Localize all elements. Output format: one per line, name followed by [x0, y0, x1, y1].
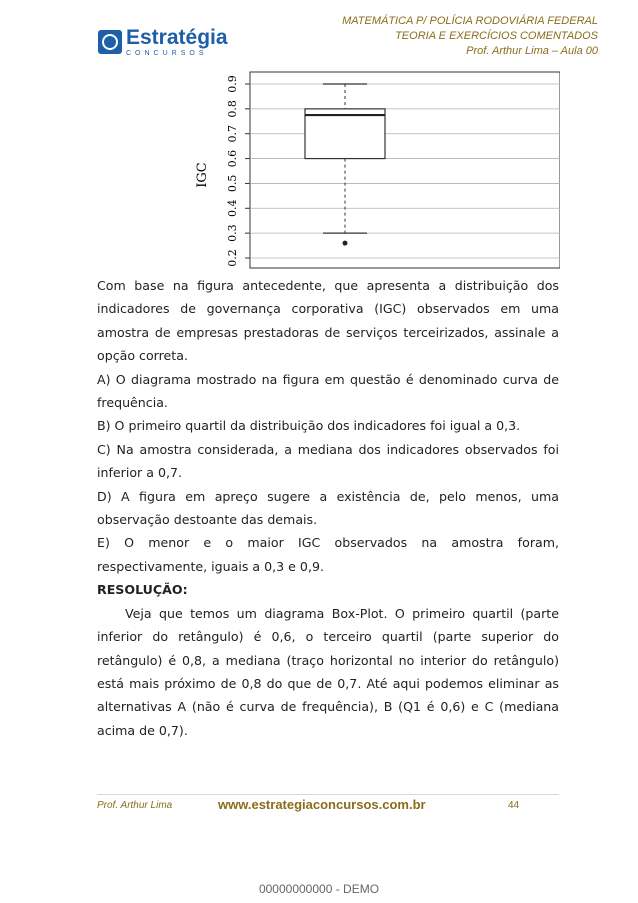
option-c: C) Na amostra considerada, a mediana dos indicadores observados foi inferior a 0,7. [97, 441, 559, 481]
footer-author: Prof. Arthur Lima [97, 800, 173, 811]
y-axis [226, 75, 250, 267]
resolution-heading: RESOLUÇÃO: [97, 582, 188, 598]
y-tick-label: 0.7 [226, 124, 239, 143]
plot-frame [250, 72, 560, 268]
boxplot-figure [188, 70, 560, 270]
option-a: A) O diagrama mostrado na figura em questão é denominado curva de frequência. [97, 371, 559, 411]
y-tick-label: 0.3 [226, 224, 239, 242]
y-tick-label: 0.5 [226, 174, 239, 193]
y-tick-label: 0.4 [226, 199, 239, 218]
demo-watermark: 00000000000 - DEMO [258, 882, 380, 896]
y-axis-label: IGC [195, 162, 210, 188]
y-tick-label: 0.8 [226, 100, 239, 118]
footer-divider [97, 794, 559, 795]
header-course: MATEMÁTICA P/ POLÍCIA RODOVIÁRIA FEDERAL [342, 15, 598, 27]
footer-url: www.estrategiaconcursos.com.br [218, 797, 426, 812]
box-elements [305, 84, 385, 246]
logo-name: Estratégia [126, 26, 228, 49]
option-d: D) A figura em apreço sugere a existência de, pelo menos, uma observação destoante das demais. [97, 488, 559, 528]
estrategia-logo [98, 27, 228, 57]
page-number: 44 [508, 800, 520, 811]
iqr-box [305, 109, 385, 159]
y-tick-label: 0.6 [226, 149, 239, 168]
option-b: B) O primeiro quartil da distribuição dos indicadores foi igual a 0,3. [97, 418, 521, 434]
header-lesson: Prof. Arthur Lima – Aula 00 [466, 45, 598, 57]
logo-subtitle: CONCURSOS [126, 50, 208, 57]
question-statement: Com base na figura antecedente, que apresenta a distribuição dos indicadores de governança corporativa (IGC) observados em uma amostra de empresas prestadoras de serviços terceirizados, assinale a opção correta. [97, 278, 559, 364]
owl-logo-icon [98, 30, 122, 54]
outlier-point [343, 241, 348, 246]
option-e: E) O menor e o maior IGC observados na amostra foram, respectivamente, iguais a 0,3 e 0,9. [97, 535, 559, 574]
page-header [342, 14, 598, 59]
y-tick-label: 0.9 [226, 75, 239, 93]
y-tick-label: 0.2 [226, 249, 239, 267]
resolution-text: Veja que temos um diagrama Box-Plot. O primeiro quartil (parte inferior do retângulo) é 0,6, o terceiro quartil (parte superior do retângulo) é 0,8, a mediana (traço horizontal no interior do retângulo) está mais próximo de 0,8 do que de 0,7. Até aqui podemos eliminar as alternativas A (não é curva de frequência), B (Q1 é 0,6) e C (mediana acima de 0,7). [97, 605, 559, 738]
main-content [97, 274, 559, 742]
header-subtitle: TEORIA E EXERCÍCIOS COMENTADOS [395, 30, 598, 42]
gridlines [250, 84, 560, 258]
